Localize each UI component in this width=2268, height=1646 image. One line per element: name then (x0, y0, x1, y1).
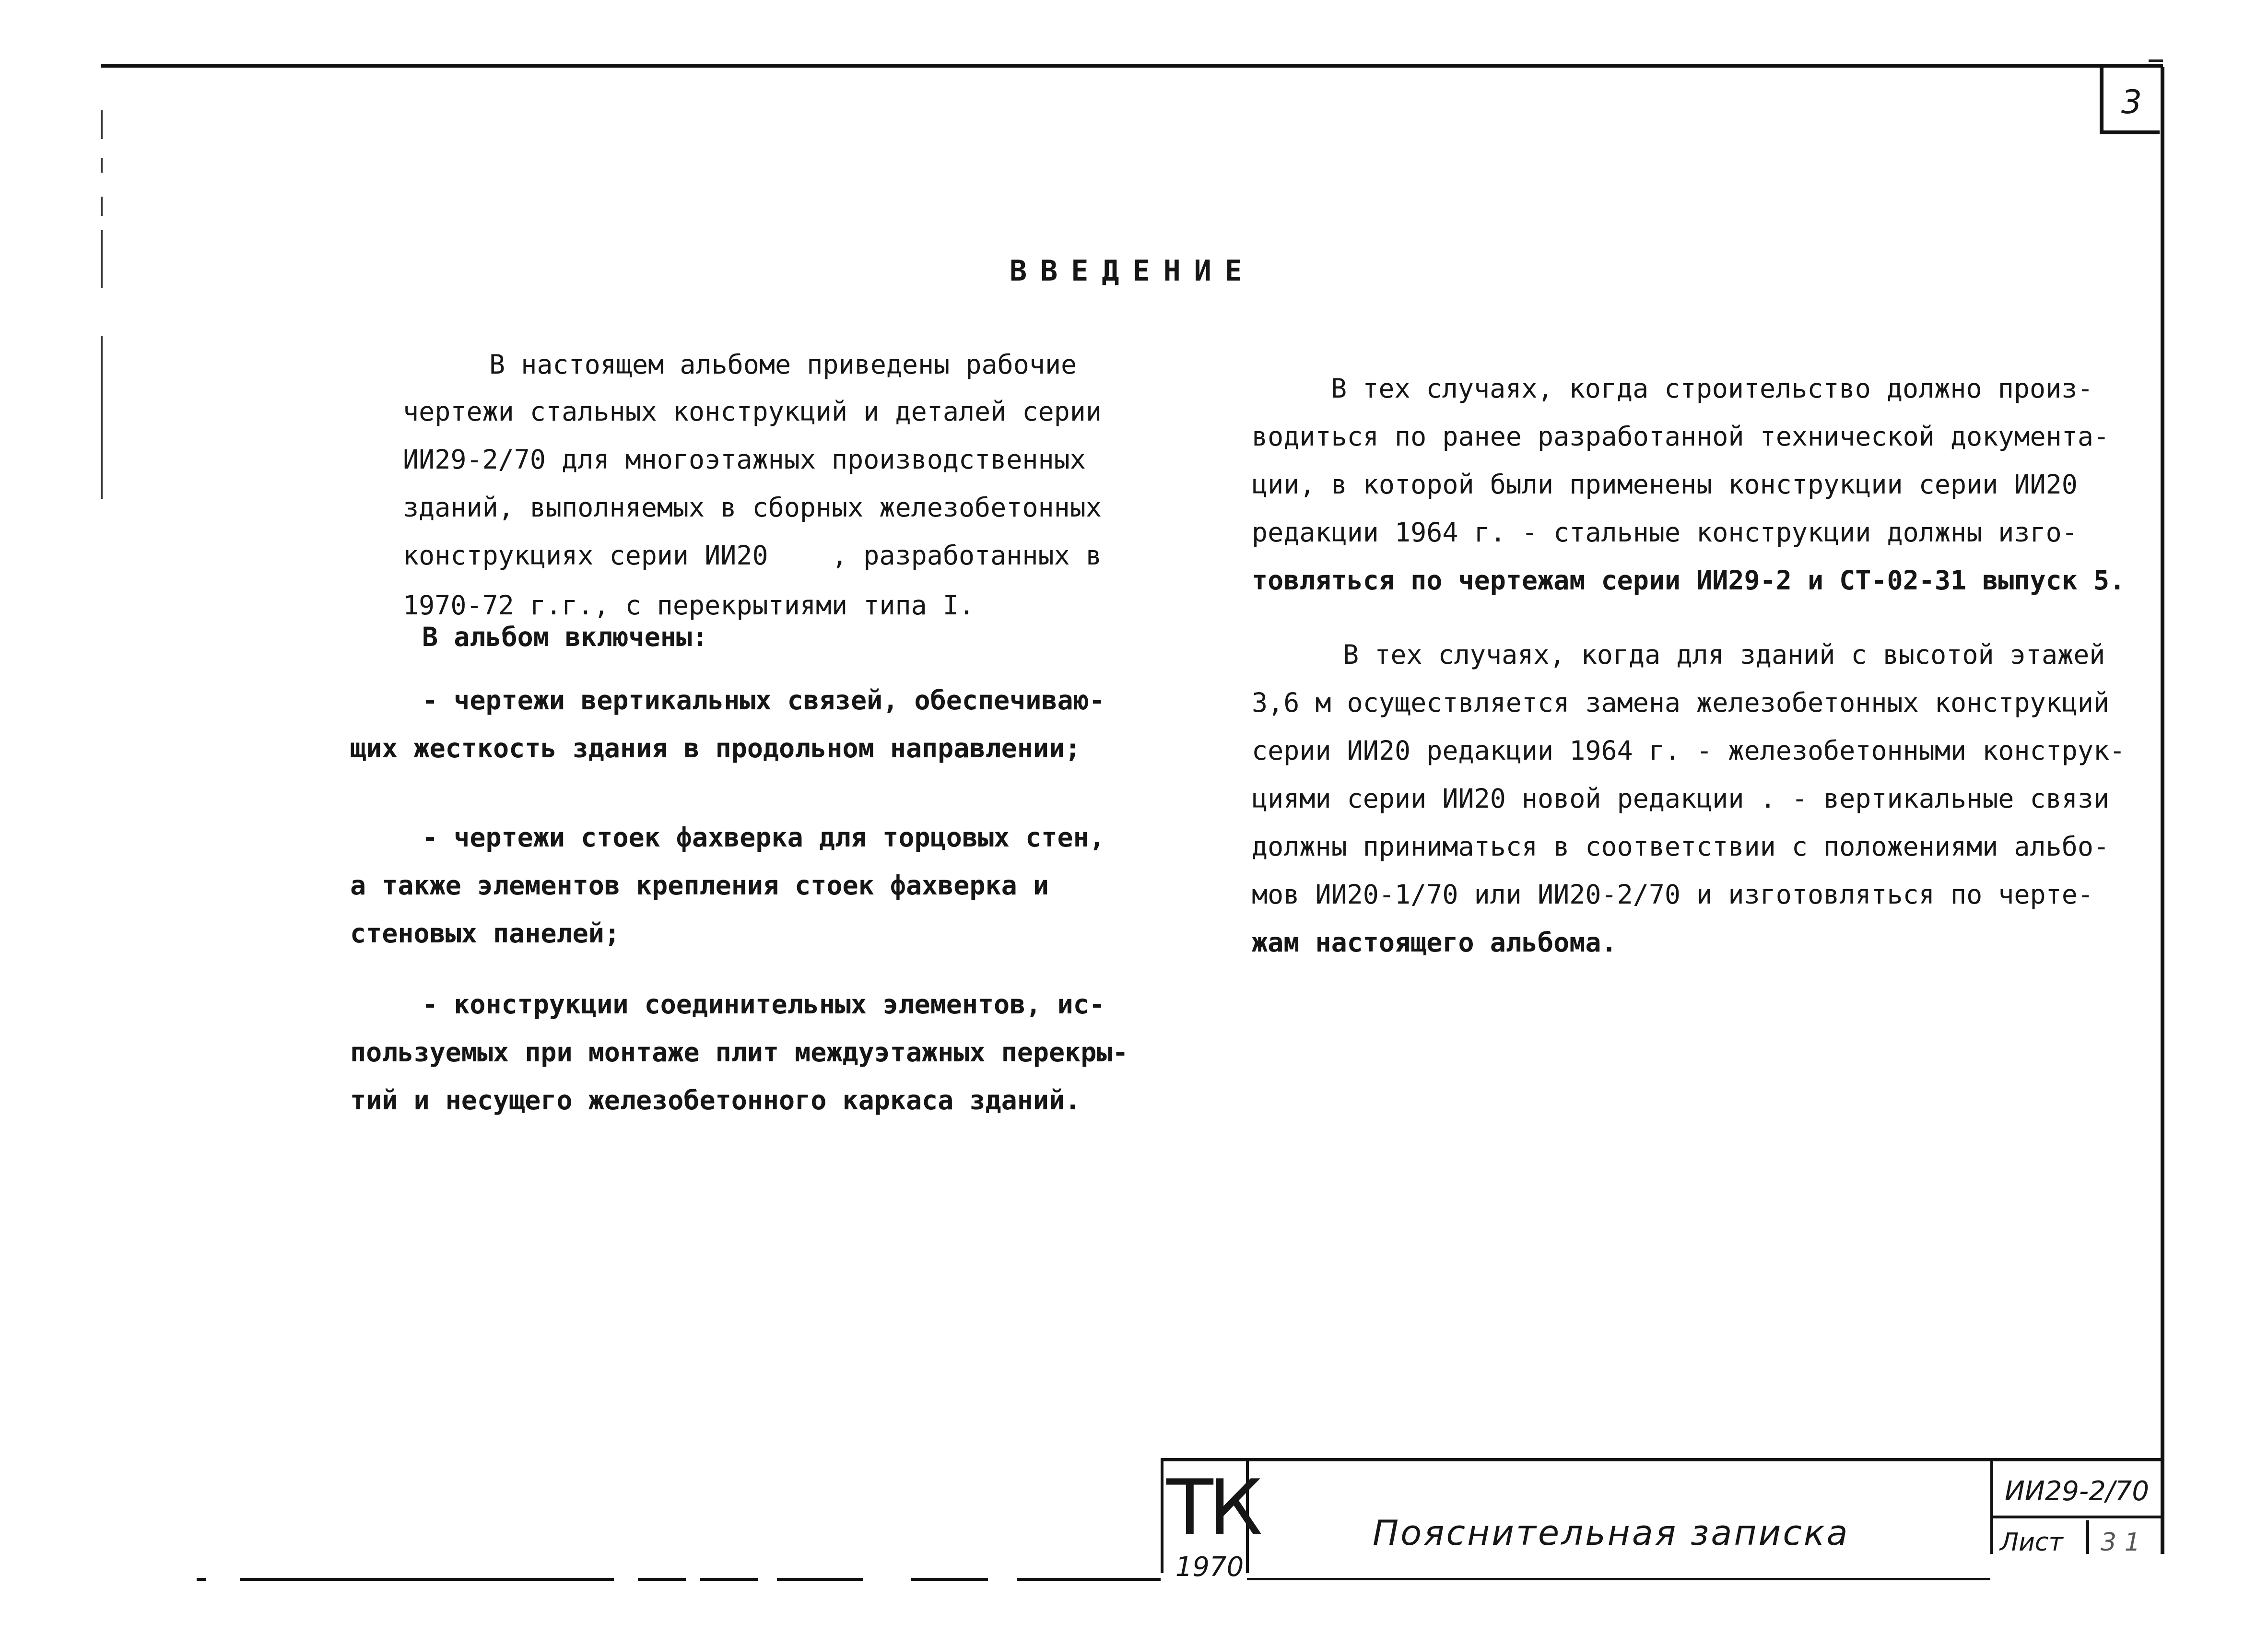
list-item-line: - чертежи вертикальных связей, обеспечиваю- (422, 685, 1105, 716)
title-block-divider (1990, 1458, 1993, 1554)
right-text-line: циями серии ИИ20 новой редакции . - вертикальные связи (1252, 783, 2110, 814)
page-number: 3 (2121, 83, 2142, 121)
bottom-border-dash (1017, 1578, 1161, 1581)
left-text-line: чертежи стальных конструкций и деталей серии (403, 396, 1102, 427)
left-text-line: зданий, выполняемых в сборных железобетонных (403, 492, 1102, 523)
document-code: ИИ29-2/70 (2005, 1476, 2149, 1507)
right-text-line: ции, в которой были применены конструкции серии ИИ20 (1252, 469, 2078, 500)
right-text-line: мов ИИ20-1/70 или ИИ20-2/70 и изготовляться по черте- (1252, 879, 2093, 910)
list-item-line: - конструкции соединительных элементов, ис- (422, 989, 1105, 1020)
frame-corner-tick (2149, 59, 2163, 62)
title-block-year: 1970 (1175, 1552, 1244, 1583)
document-name: Пояснительная записка (1373, 1513, 1850, 1553)
right-text-line: В тех случаях, когда для зданий с высотой этажей (1343, 639, 2105, 670)
title-block-top-rule (1161, 1458, 2163, 1461)
left-text-line: конструкциях серии ИИ20 , разработанных в (403, 540, 1102, 571)
frame-top-rule (101, 64, 2163, 68)
tk-logo-text: ТК (1166, 1463, 1258, 1552)
left-text-line: В настоящем альбоме приведены рабочие (489, 349, 1077, 380)
frame-right-rule (2161, 67, 2164, 1554)
binding-mark (101, 158, 103, 173)
list-item-line: пользуемых при монтаже плит междуэтажных перекры- (350, 1037, 1128, 1068)
right-text-line: товляться по чертежам серии ИИ29-2 и СТ-02-31 выпуск 5. (1252, 565, 2126, 596)
right-text-line: серии ИИ20 редакции 1964 г. - железобетонными конструк- (1252, 735, 2126, 766)
bottom-border-dash (1247, 1578, 1990, 1580)
right-text-line: 3,6 м осуществляется замена железобетонных конструкций (1252, 687, 2110, 718)
binding-mark (101, 230, 103, 288)
list-item-line: тий и несущего железобетонного каркаса зданий. (350, 1085, 1081, 1116)
right-text-line: жам настоящего альбома. (1252, 927, 1617, 958)
left-text-line: В альбом включены: (422, 622, 708, 652)
bottom-border-dash (638, 1578, 686, 1581)
bottom-border-dash (911, 1578, 988, 1581)
page-number-box (2100, 67, 2160, 134)
title-block-divider (1990, 1516, 2163, 1518)
binding-mark (101, 197, 103, 216)
bottom-border-dash (197, 1578, 206, 1581)
bottom-border-dash (700, 1578, 758, 1581)
right-text-line: должны приниматься в соответствии с положениями альбо- (1252, 831, 2110, 862)
right-text-line: В тех случаях, когда строительство должно произ- (1331, 373, 2093, 404)
bottom-border-dash (777, 1578, 863, 1581)
left-text-line: 1970-72 г.г., с перекрытиями типа I. (403, 590, 975, 621)
binding-mark (101, 336, 103, 499)
bottom-border-dash (240, 1578, 614, 1581)
sheet-number: 3 1 (2101, 1528, 2140, 1557)
left-text-line: ИИ29-2/70 для многоэтажных производственных (403, 444, 1086, 475)
binding-mark (101, 110, 103, 139)
title-block-divider (1161, 1458, 1163, 1573)
list-item-line: а также элементов крепления стоек фахверка и (350, 870, 1049, 901)
right-text-line: водиться по ранее разработанной технической документа- (1252, 421, 2110, 452)
page-title: ВВЕДЕНИЕ (1010, 254, 1256, 288)
list-item-line: стеновых панелей; (350, 918, 620, 949)
sheet-label: Лист (2000, 1528, 2063, 1557)
title-block-divider (2086, 1520, 2089, 1554)
list-item-line: щих жесткость здания в продольном направлении; (350, 733, 1081, 764)
list-item-line: - чертежи стоек фахверка для торцовых стен, (422, 822, 1105, 853)
tk-logo (1166, 1463, 1258, 1587)
right-text-line: редакции 1964 г. - стальные конструкции должны изго- (1252, 517, 2078, 548)
